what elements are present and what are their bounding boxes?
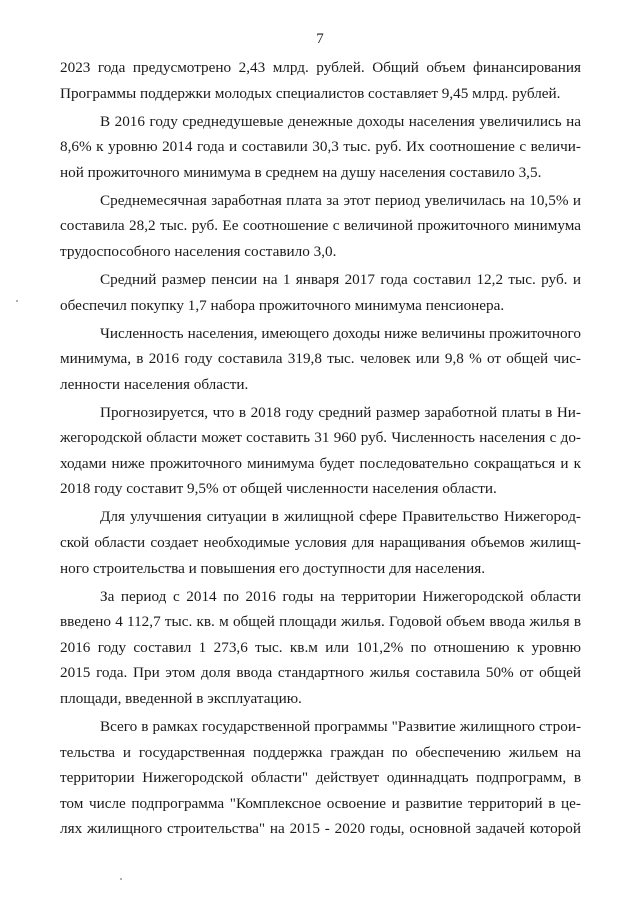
text-line: 2016 году составил 1 273,6 тыс. кв.м или 101,2% по отношению к уровню: [60, 638, 581, 656]
text-line: ской области создает необходимые условия для наращивания объемов жилищ-: [60, 534, 581, 552]
paragraph-first-line: Прогнозируется, что в 2018 году средний размер заработной платы в Ни-: [100, 403, 581, 421]
paragraph-first-line: Среднемесячная заработная плата за этот период увеличилась на 10,5% и: [100, 191, 581, 209]
paragraph-first-line: В 2016 году среднедушевые денежные доходы населения увеличились на: [100, 112, 581, 130]
text-line: 2018 году составит 9,5% от общей численности населения области.: [60, 480, 497, 498]
body-text: [60, 55, 581, 842]
text-line: территории Нижегородской области" действует одиннадцать подпрограмм, в: [60, 769, 581, 787]
text-line: 2015 года. При этом доля ввода стандартного жилья составила 50% от общей: [60, 664, 581, 682]
text-line: ходами ниже прожиточного минимума будет последовательно сокращаться и к: [60, 454, 581, 472]
text-line: составила 28,2 тыс. руб. Ее соотношение с величиной прожиточного минимума: [60, 217, 581, 235]
text-line: лях жилищного строительства" на 2015 - 2020 годы, основной задачей которой: [60, 820, 581, 838]
text-line: 2023 года предусмотрено 2,43 млрд. рублей. Общий объем финансирования: [60, 59, 581, 76]
text-line: минимума, в 2016 году составила 319,8 тыс. человек или 9,8 % от общей чис-: [60, 350, 581, 368]
text-line: обеспечил покупку 1,7 набора прожиточного минимума пенсионера.: [60, 296, 505, 314]
paragraph-first-line: За период с 2014 по 2016 годы на территории Нижегородской области: [100, 587, 581, 605]
page-number: 7: [316, 31, 324, 47]
paragraph-first-line: Средний размер пенсии на 1 января 2017 года составил 12,2 тыс. руб. и: [100, 270, 581, 288]
paragraph-first-line: Численность населения, имеющего доходы ниже величины прожиточного: [100, 324, 581, 342]
text-line: тельства и государственная поддержка граждан по обеспечению жильем на: [60, 743, 581, 761]
text-line: ного строительства и повышения его доступности для населения.: [60, 559, 486, 577]
text-line: 8,6% к уровню 2014 года и составили 30,3 тыс. руб. Их соотношение с величи-: [60, 138, 581, 156]
text-line: жегородской области может составить 31 960 руб. Численность населения с до-: [60, 429, 581, 447]
text-line: ленности населения области.: [60, 375, 249, 393]
paragraph-first-line: Всего в рамках государственной программы "Развитие жилищного строи-: [100, 717, 581, 735]
text-line: трудоспособного населения составило 3,0.: [60, 242, 337, 260]
text-line: Программы поддержки молодых специалистов составляет 9,45 млрд. рублей.: [60, 84, 561, 102]
text-line: площади, введенной в эксплуатацию.: [60, 689, 302, 707]
text-line: ной прожиточного минимума в среднем на душу населения составило 3,5.: [60, 163, 542, 181]
text-line: том числе подпрограмма "Комплексное освоение и развитие территорий в це-: [60, 794, 581, 812]
scan-speck: [120, 878, 122, 880]
paragraph-first-line: Для улучшения ситуации в жилищной сфере Правительство Нижегород-: [100, 508, 581, 526]
text-line: введено 4 112,7 тыс. кв. м общей площади жилья. Годовой объем ввода жилья в: [60, 613, 581, 631]
scan-speck: [16, 300, 18, 302]
